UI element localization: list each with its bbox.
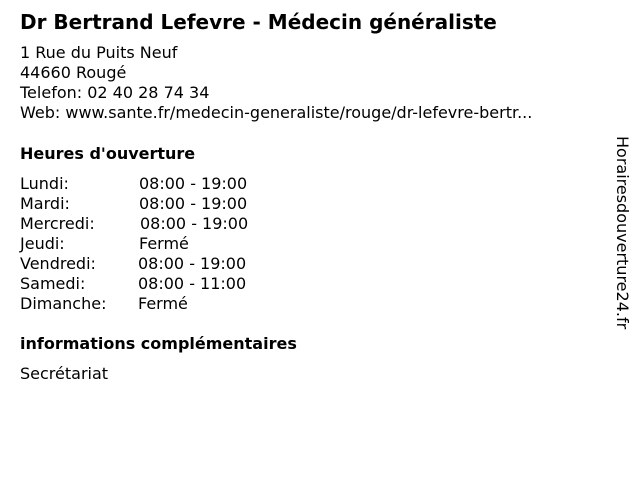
day-hours: 08:00 - 19:00 [139,174,248,193]
day-hours: Fermé [139,234,189,253]
day-label: Mercredi: [20,214,95,233]
day-hours: 08:00 - 11:00 [138,274,247,293]
address-block [20,43,532,123]
day-label: Samedi: [20,274,86,293]
street-address: 1 Rue du Puits Neuf [20,43,178,62]
day-hours: Fermé [138,294,188,313]
phone-number: Telefon: 02 40 28 74 34 [20,83,210,102]
postal-city: 44660 Rougé [20,63,127,82]
day-hours: 08:00 - 19:00 [140,214,249,233]
day-label: Vendredi: [20,254,96,273]
additional-info-heading: informations complémentaires [20,334,297,353]
day-label: Jeudi: [20,234,65,253]
additional-info-text: Secrétariat [20,364,109,383]
page-title: Dr Bertrand Lefevre - Médecin généraliste [20,10,497,34]
day-hours: 08:00 - 19:00 [138,254,247,273]
day-label: Mardi: [20,194,70,213]
day-label: Lundi: [20,174,69,193]
opening-hours-heading: Heures d'ouverture [20,144,196,163]
website-link[interactable]: Web: www.sante.fr/medecin-generaliste/rouge/dr-lefevre-bertr... [20,103,533,122]
site-watermark: Horairesdouverture24.fr [613,136,632,330]
day-hours: 08:00 - 19:00 [139,194,248,213]
day-label: Dimanche: [20,294,107,313]
